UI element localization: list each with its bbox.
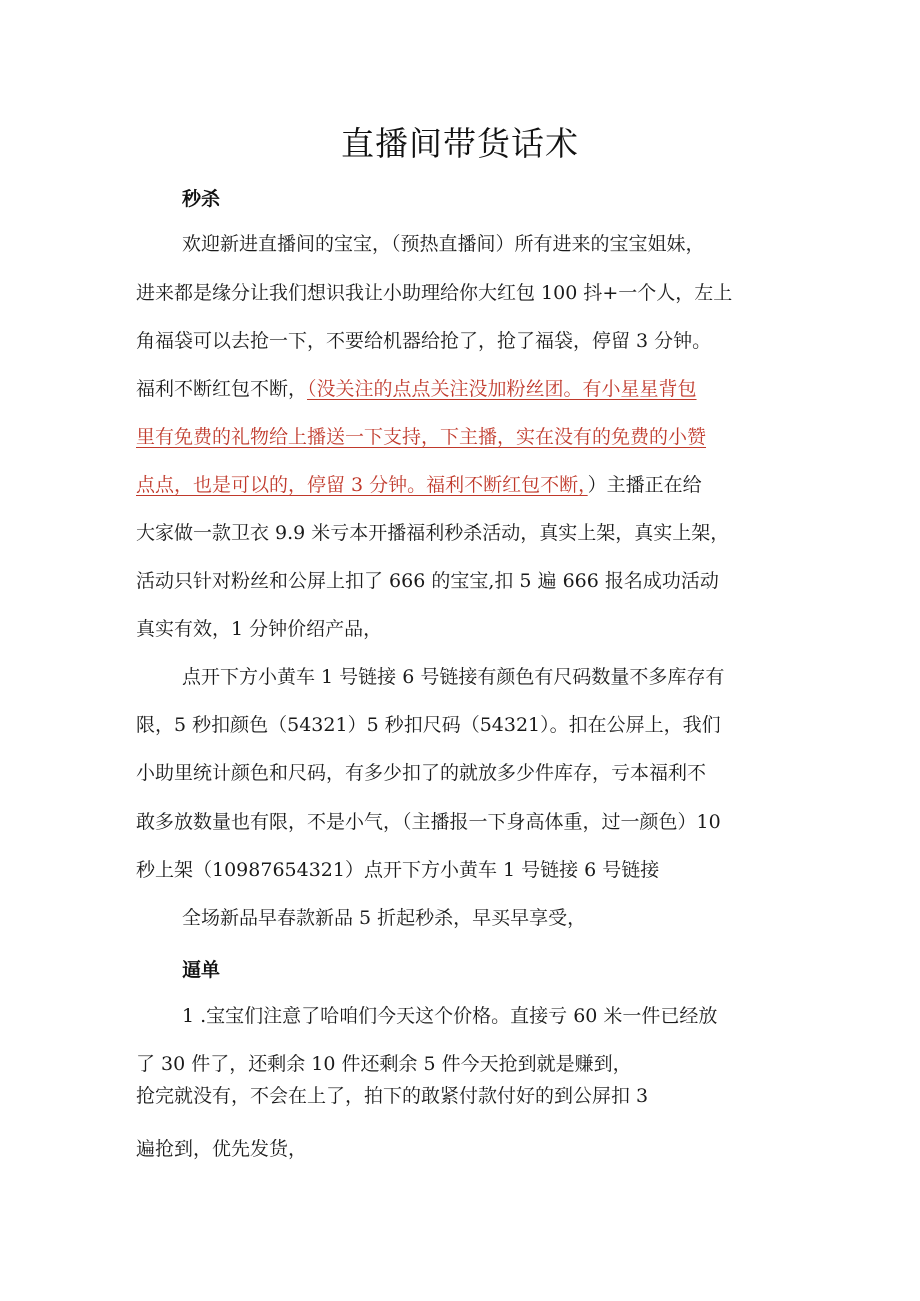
paragraph-line: 限，5 秒扣颜色（54321）5 秒扣尺码（54321）。扣在公屏上，我们 — [136, 714, 721, 736]
plain-text: 福利不断红包不断， — [136, 378, 308, 400]
paragraph-line: 敢多放数量也有限，不是小气，（主播报一下身高体重，过一颜色）10 — [136, 811, 721, 833]
paragraph-line: 秒上架（10987654321）点开下方小黄车 1 号链接 6 号链接 — [136, 859, 660, 881]
paragraph-line: 大家做一款卫衣 9.9 米亏本开播福利秒杀活动，真实上架，真实上架， — [136, 522, 730, 544]
paragraph-line: 欢迎新进直播间的宝宝，（预热直播间）所有进来的宝宝姐妹， — [182, 233, 705, 255]
paragraph-line: 抢完就没有，不会在上了，拍下的敢紧付款付好的到公屏扣 3 — [136, 1085, 649, 1107]
paragraph-line — [136, 377, 697, 401]
highlighted-text: （没关注的点点关注没加粉丝团。有小星星背包 — [307, 378, 697, 400]
highlighted-text: 里有免费的礼物给上播送一下支持，下主播，实在没有的免费的小赞 — [136, 426, 707, 448]
section-heading-bidan: 逼单 — [182, 959, 221, 981]
paragraph-line — [136, 425, 706, 449]
paragraph-line: 点开下方小黄车 1 号链接 6 号链接有颜色有尺码数量不多库存有 — [182, 666, 725, 688]
plain-text: ）主播正在给 — [587, 474, 702, 496]
paragraph-line: 角福袋可以去抢一下，不要给机器给抢了，抢了福袋，停留 3 分钟。 — [136, 330, 712, 352]
document-title: 直播间带货话术 — [341, 124, 579, 163]
paragraph-line — [136, 473, 702, 497]
paragraph-line: 全场新品早春款新品 5 折起秒杀，早买早享受， — [182, 907, 587, 929]
paragraph-line: 小助里统计颜色和尺码，有多少扣了的就放多少件库存，亏本福利不 — [136, 762, 707, 784]
paragraph-line: 遍抢到，优先发货， — [136, 1138, 308, 1160]
highlighted-text: 点点，也是可以的，停留 3 分钟。福利不断红包不断， — [136, 474, 588, 496]
paragraph-line: 进来都是缘分让我们想识我让小助理给你大红包 100 抖+一个人，左上 — [136, 282, 733, 304]
paragraph-line: 真实有效，1 分钟价绍产品， — [136, 618, 383, 640]
paragraph-line: 活动只针对粉丝和公屏上扣了 666 的宝宝,扣 5 遍 666 报名成功活动 — [136, 570, 719, 592]
paragraph-line: 了 30 件了，还剩余 10 件还剩余 5 件今天抢到就是赚到， — [136, 1053, 632, 1075]
section-heading-miaosha: 秒杀 — [182, 188, 221, 210]
paragraph-line: 1 .宝宝们注意了哈咱们今天这个价格。直接亏 60 米一件已经放 — [182, 1005, 718, 1027]
